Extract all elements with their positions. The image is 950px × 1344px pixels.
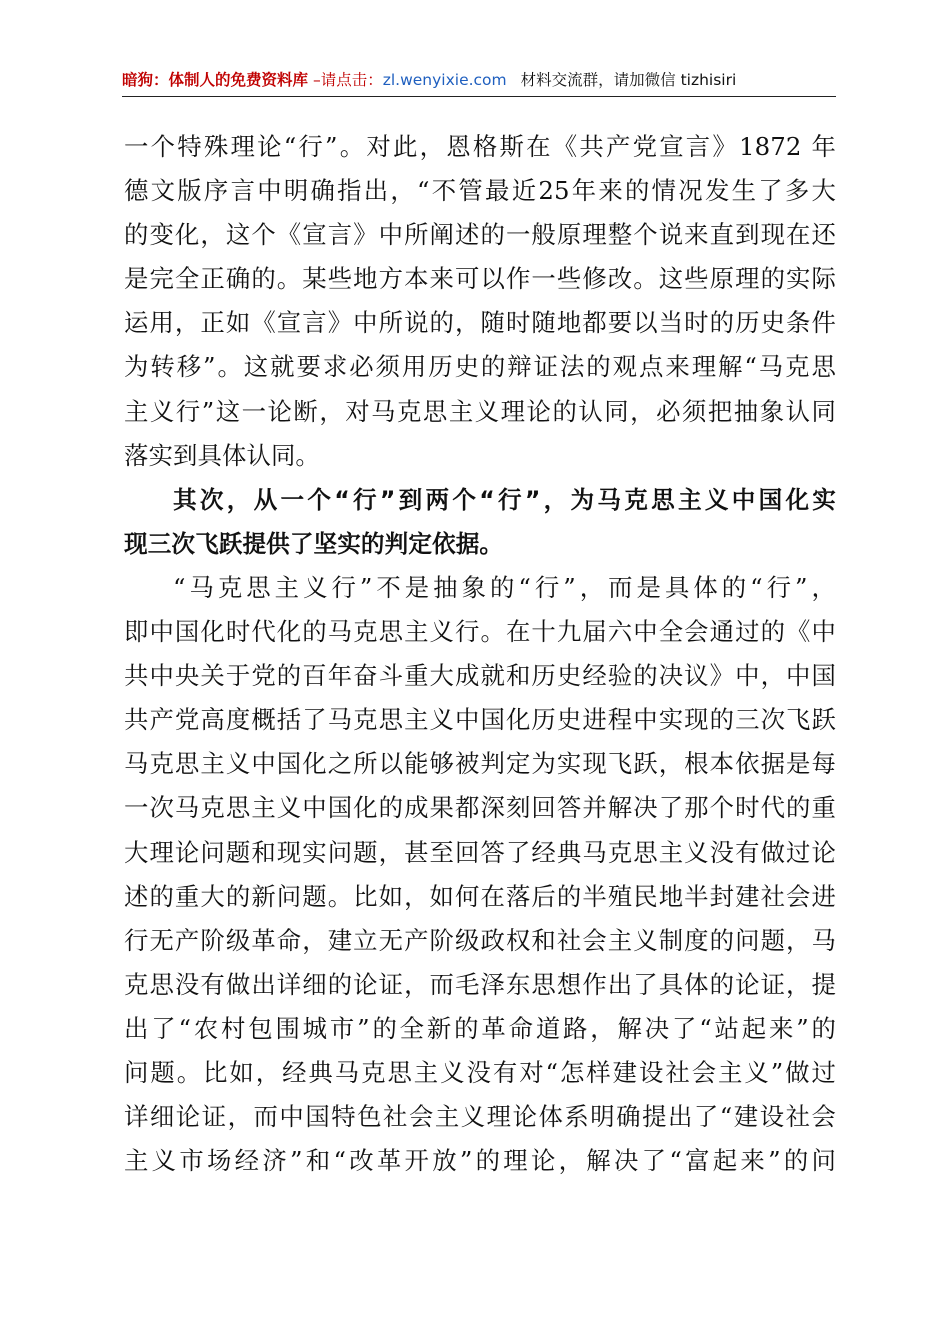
text-line: 运用，正如《宣言》中所说的，随时随地都要以当时的历史条件	[124, 308, 836, 338]
text-line: 问题。比如，经典马克思主义没有对“怎样建设社会主义”做过	[124, 1057, 836, 1087]
text-line: 即中国化时代化的马克思主义行。在十九届六中全会通过的《中	[124, 617, 836, 647]
text-line: 是完全正确的。某些地方本来可以作一些修改。这些原理的实际	[124, 264, 836, 294]
text-line: 主义行”这一论断，对马克思主义理论的认同，必须把抽象认同	[124, 396, 836, 426]
text-line: 主义市场经济”和“改革开放”的理论，解决了“富起来”的问	[124, 1146, 836, 1176]
text-line: 落实到具体认同。	[124, 440, 320, 470]
header-url-link[interactable]: zl.wenyixie.com	[382, 71, 507, 89]
header-lead: –请点击：	[308, 71, 383, 89]
document-body	[124, 125, 836, 1183]
paragraph-continuation	[124, 125, 836, 478]
text-line: 共中央关于党的百年奋斗重大成就和历史经验的决议》中，中国	[124, 661, 836, 691]
text-line: 为转移”。这就要求必须用历史的辩证法的观点来理解“马克思	[124, 352, 836, 382]
header-brand: 暗狗：体制人的免费资料库	[122, 71, 309, 89]
paragraph-body	[124, 566, 836, 1183]
text-line: 德文版序言中明确指出，“不管最近25年来的情况发生了多大	[124, 176, 836, 206]
text-line: 一次马克思主义中国化的成果都深刻回答并解决了那个时代的重	[124, 793, 836, 823]
section-heading	[124, 478, 836, 566]
text-line: 马克思主义中国化之所以能够被判定为实现飞跃，根本依据是每	[124, 749, 836, 779]
text-line: 共产党高度概括了马克思主义中国化历史进程中实现的三次飞跃	[124, 705, 836, 735]
text-line: 详细论证，而中国特色社会主义理论体系明确提出了“建设社会	[124, 1102, 836, 1132]
text-line: “马克思主义行”不是抽象的“行”，而是具体的“行”，	[173, 572, 836, 602]
text-line: 一个特殊理论“行”。对此，恩格斯在《共产党宣言》1872 年	[124, 132, 836, 161]
header-contact: 材料交流群，请加微信 tizhisiri	[520, 71, 737, 89]
text-line: 的变化，这个《宣言》中所阐述的一般原理整个说来直到现在还	[124, 220, 836, 250]
text-line: 述的重大的新问题。比如，如何在落后的半殖民地半封建社会进	[124, 881, 836, 911]
text-line: 大理论问题和现实问题，甚至回答了经典马克思主义没有做过论	[124, 837, 836, 867]
text-line: 克思没有做出详细的论证，而毛泽东思想作出了具体的论证，提	[124, 969, 836, 999]
page-header	[122, 68, 836, 97]
heading-line: 现三次飞跃提供了坚实的判定依据。	[124, 529, 504, 558]
text-line: 行无产阶级革命，建立无产阶级政权和社会主义制度的问题，马	[124, 925, 836, 955]
text-line: 出了“农村包围城市”的全新的革命道路，解决了“站起来”的	[124, 1013, 836, 1043]
heading-line: 其次，从一个“行”到两个“行”，为马克思主义中国化实	[173, 485, 836, 514]
